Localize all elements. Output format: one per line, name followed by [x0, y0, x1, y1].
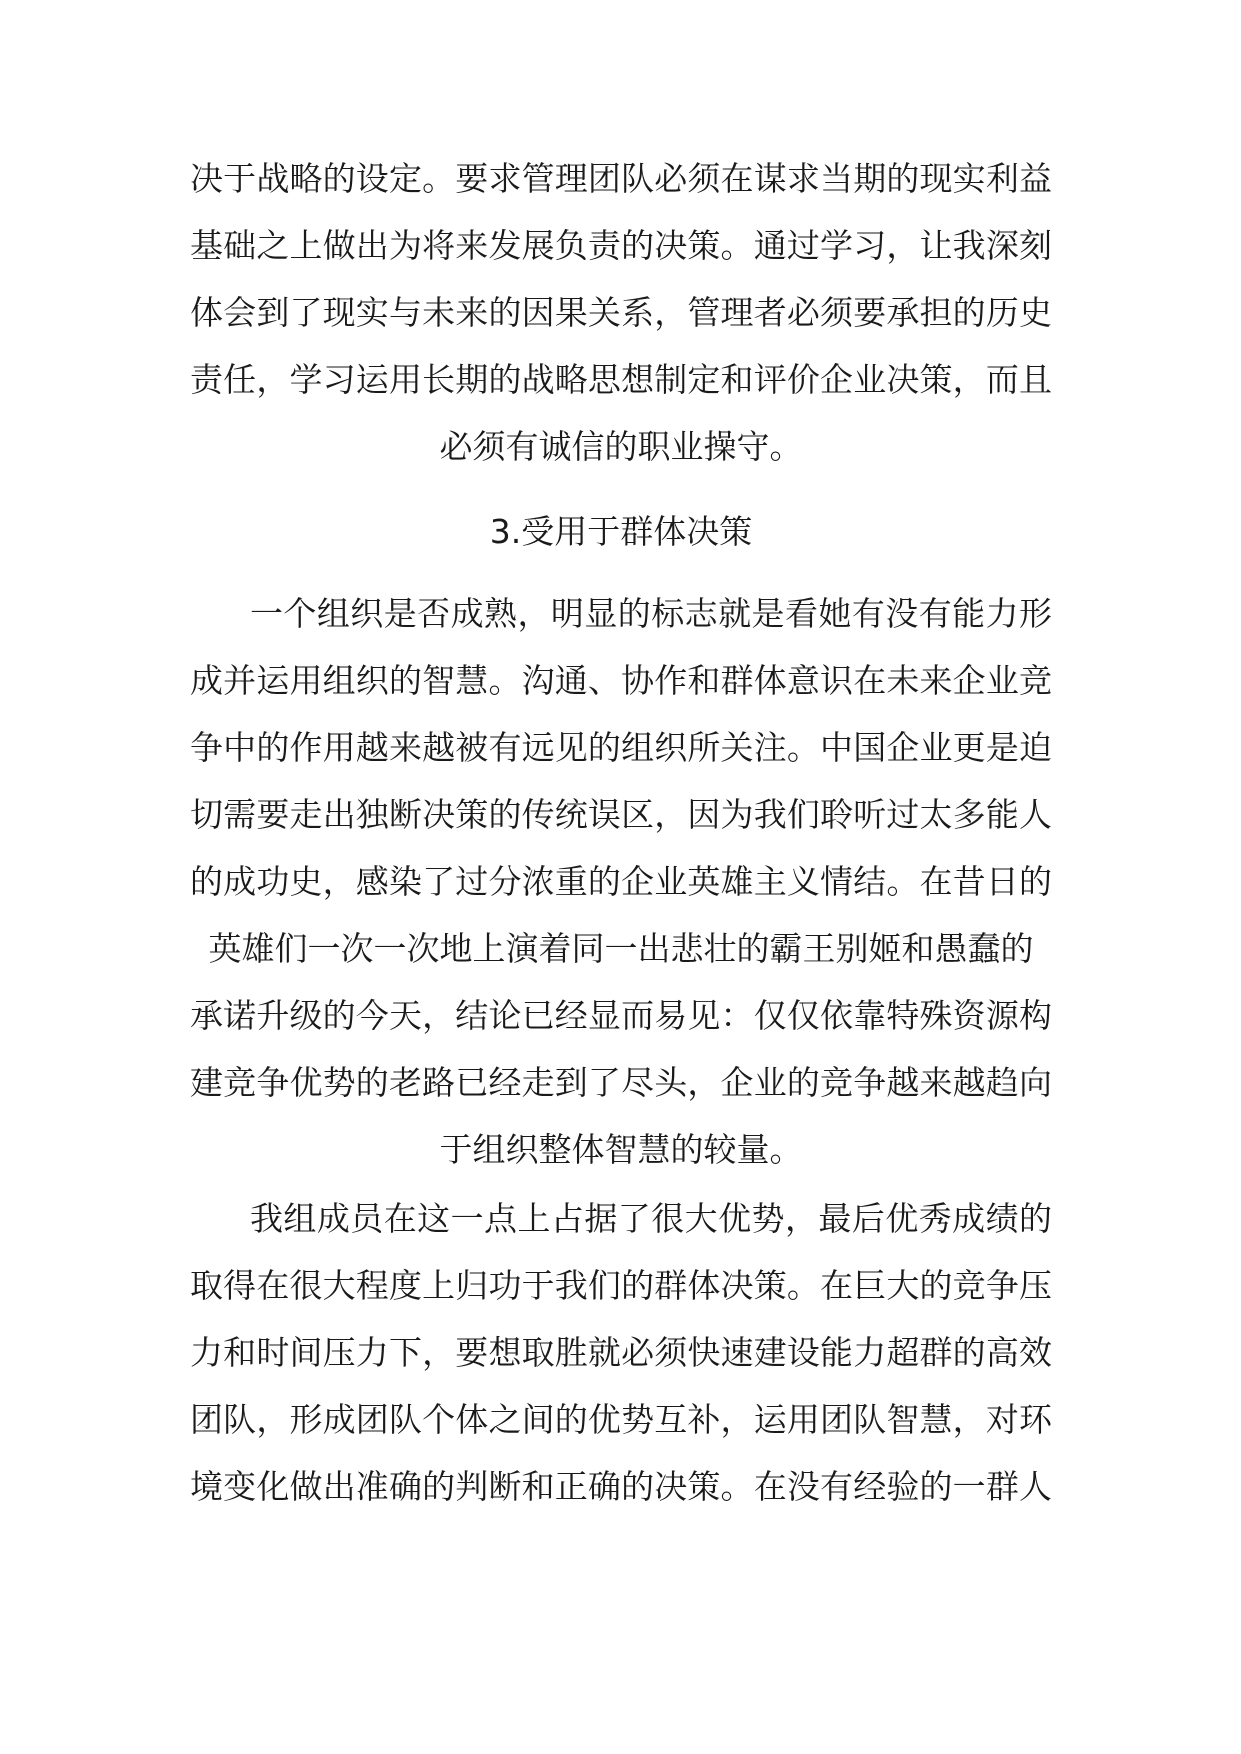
paragraph-3-line-1: 我组成员在这一点上占据了很大优势，最后优秀成绩的 [250, 1199, 1052, 1238]
paragraph-1-line-4: 责任，学习运用长期的战略思想制定和评价企业决策，而且 [190, 360, 1052, 399]
paragraph-2-line-9: 于组织整体智慧的较量。 [439, 1130, 803, 1169]
paragraph-1-line-1: 决于战略的设定。要求管理团队必须在谋求当期的现实利益 [190, 159, 1052, 198]
paragraph-2-line-1: 一个组织是否成熟，明显的标志就是看她有没有能力形 [250, 594, 1052, 633]
paragraph-2-line-5: 的成功史，感染了过分浓重的企业英雄主义情结。在昔日的 [190, 862, 1052, 901]
paragraph-2-line-2: 成并运用组织的智慧。沟通、协作和群体意识在未来企业竞 [190, 661, 1052, 700]
paragraph-1 [190, 145, 1052, 480]
paragraph-1-line-3: 体会到了现实与未来的因果关系，管理者必须要承担的历史 [190, 293, 1052, 332]
section-heading-block [190, 498, 1052, 565]
paragraph-3 [190, 1185, 1052, 1520]
paragraph-3-line-5: 境变化做出准确的判断和正确的决策。在没有经验的一群人 [190, 1467, 1052, 1506]
paragraph-2-line-8: 建竞争优势的老路已经走到了尽头，企业的竞争越来越趋向 [190, 1063, 1052, 1102]
paragraph-2-line-7: 承诺升级的今天，结论已经显而易见：仅仅依靠特殊资源构 [190, 996, 1052, 1035]
paragraph-2-line-6: 英雄们一次一次地上演着同一出悲壮的霸王别姬和愚蠢的 [208, 929, 1034, 968]
paragraph-2-line-4: 切需要走出独断决策的传统误区，因为我们聆听过太多能人 [190, 795, 1052, 834]
paragraph-1-line-2: 基础之上做出为将来发展负责的决策。通过学习，让我深刻 [190, 226, 1052, 265]
paragraph-3-line-4: 团队，形成团队个体之间的优势互补，运用团队智慧，对环 [190, 1400, 1052, 1439]
paragraph-2-line-3: 争中的作用越来越被有远见的组织所关注。中国企业更是迫 [190, 728, 1052, 767]
paragraph-3-line-2: 取得在很大程度上归功于我们的群体决策。在巨大的竞争压 [190, 1266, 1052, 1305]
section-heading: 3.受用于群体决策 [489, 512, 753, 551]
paragraph-3-line-3: 力和时间压力下，要想取胜就必须快速建设能力超群的高效 [190, 1333, 1052, 1372]
paragraph-1-line-5: 必须有诚信的职业操守。 [439, 427, 803, 466]
paragraph-2 [190, 580, 1052, 1183]
